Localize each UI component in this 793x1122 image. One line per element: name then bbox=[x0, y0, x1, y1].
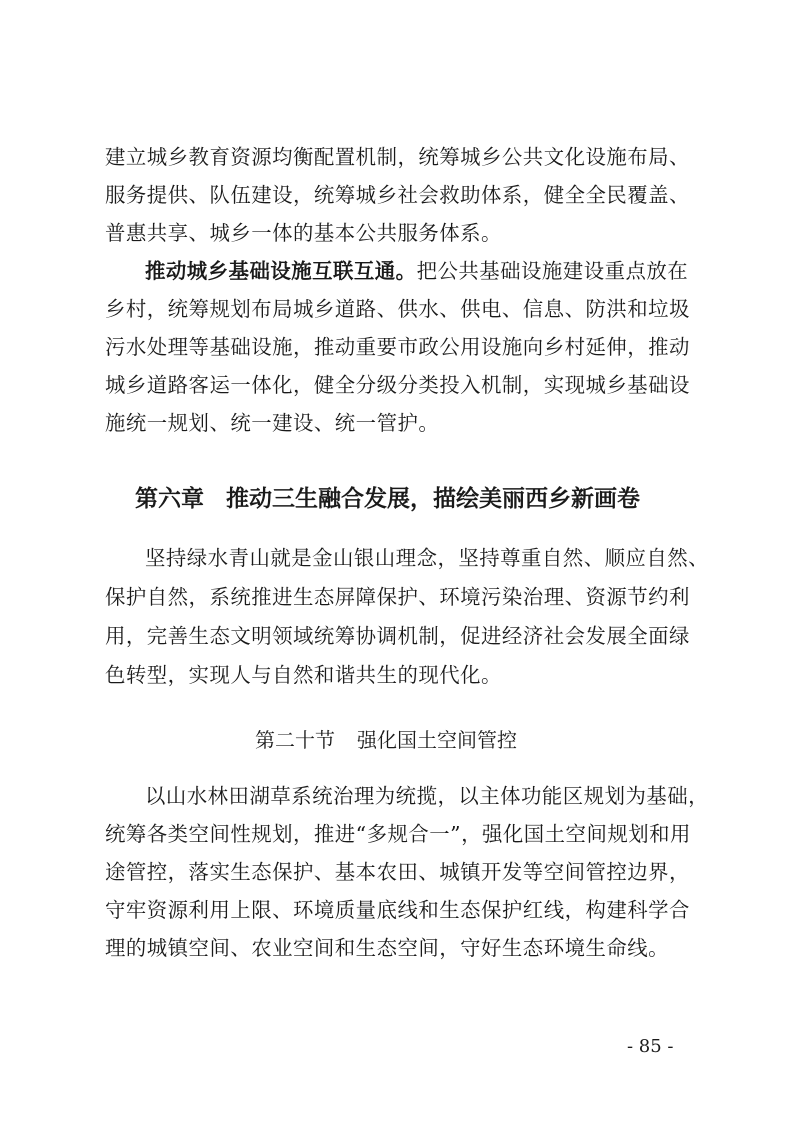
section-heading bbox=[255, 726, 555, 754]
paragraph-line-rest: 把公共基础设施建设重点放在 bbox=[416, 259, 689, 283]
chapter-title: 推动三生融合发展，描绘美丽西乡新画卷 bbox=[226, 486, 640, 512]
paragraph-line: 理的城镇空间、农业空间和生态空间，守好生态环境生命线。 bbox=[105, 936, 670, 960]
chapter-number: 第六章 bbox=[135, 486, 204, 512]
paragraph-line: 守牢资源利用上限、环境质量底线和生态保护红线，构建科学合 bbox=[105, 898, 690, 922]
bold-lead-phrase: 推动城乡基础设施互联互通。 bbox=[145, 259, 417, 283]
paragraph-line: 城乡道路客运一体化，健全分级分类投入机制，实现城乡基础设 bbox=[105, 373, 690, 397]
paragraph-line: 施统一规划、统一建设、统一管护。 bbox=[105, 411, 440, 435]
paragraph-line: 普惠共享、城乡一体的基本公共服务体系。 bbox=[105, 221, 502, 245]
paragraph-line: 色转型，实现人与自然和谐共生的现代化。 bbox=[105, 663, 502, 687]
paragraph-line: 统筹各类空间性规划，推进“多规合一”，强化国土空间规划和用 bbox=[105, 822, 691, 846]
paragraph-line: 保护自然，系统推进生态屏障保护、环境污染治理、资源节约利 bbox=[105, 585, 690, 609]
page-number: - 85 - bbox=[627, 1036, 674, 1057]
paragraph-first-line bbox=[145, 257, 690, 285]
paragraph-line: 用，完善生态文明领域统筹协调机制，促进经济社会发展全面绿 bbox=[105, 624, 690, 648]
paragraph-line: 乡村，统筹规划布局城乡道路、供水、供电、信息、防洪和垃圾 bbox=[105, 297, 690, 321]
paragraph-line: 建立城乡教育资源均衡配置机制，统筹城乡公共文化设施布局、 bbox=[105, 145, 690, 169]
paragraph-line: 污水处理等基础设施，推动重要市政公用设施向乡村延伸，推动 bbox=[105, 335, 690, 359]
section-number: 第二十节 bbox=[255, 728, 335, 752]
paragraph-line: 途管控，落实生态保护、基本农田、城镇开发等空间管控边界， bbox=[105, 860, 690, 884]
paragraph-line: 服务提供、队伍建设，统筹城乡社会救助体系，健全全民覆盖、 bbox=[105, 183, 690, 207]
chapter-heading bbox=[135, 483, 695, 515]
paragraph-first-line: 以山水林田湖草系统治理为统揽，以主体功能区规划为基础， bbox=[145, 784, 710, 808]
paragraph-first-line: 坚持绿水青山就是金山银山理念，坚持尊重自然、顺应自然、 bbox=[145, 546, 710, 570]
section-title: 强化国土空间管控 bbox=[357, 728, 517, 752]
